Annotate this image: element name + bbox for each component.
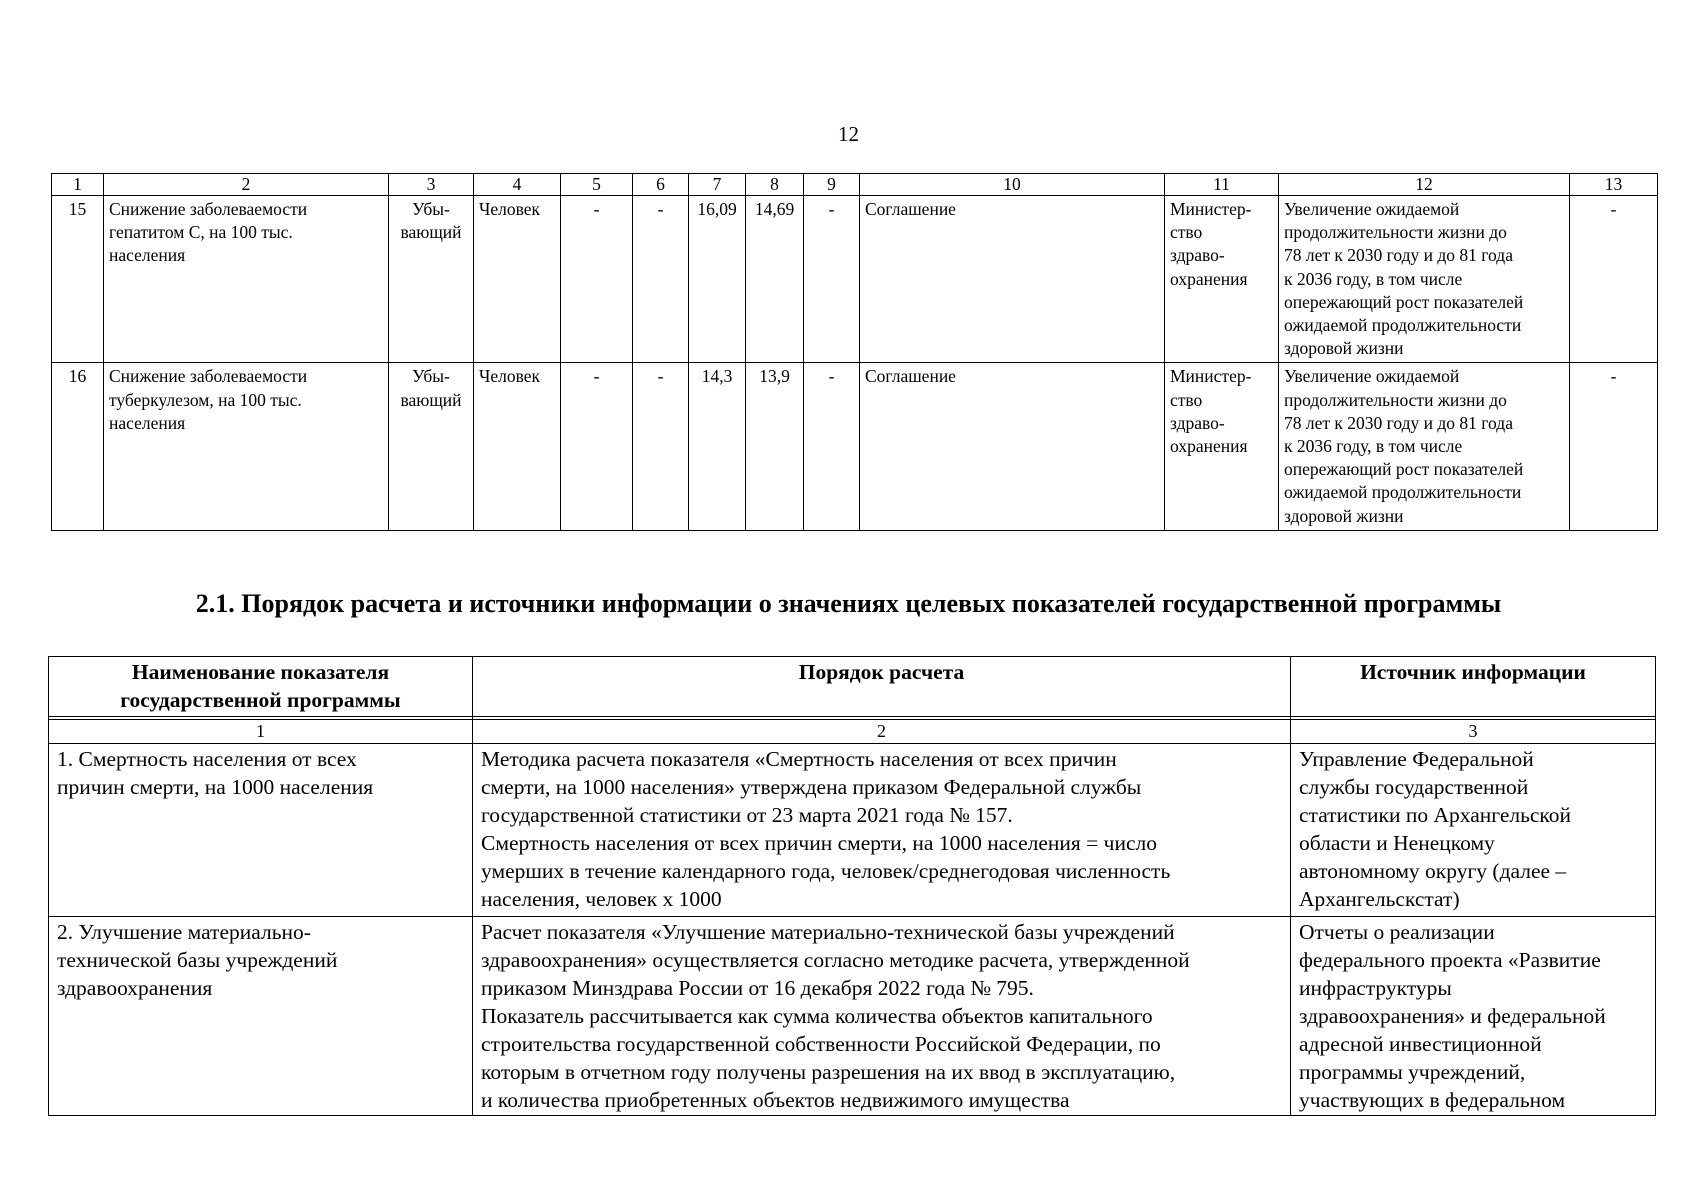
responsible-body: Министер- ство здраво- охранения — [1165, 196, 1279, 363]
value-cell: - — [804, 196, 860, 363]
calculation-method: Расчет показателя «Улучшение материально-технической базы учреждений здравоохранения» осуществляется согласно методике расчета, утвержденной приказом Минздрава России от 16 декабря 2022 года № 795. Показатель рассчитывается как сумма количества объектов капитального строительства государственной собственности Российской Федерации, по которым в отчетном году получены разрешения на их ввод в эксплуатацию, и количества приобретенных объектов недвижимого имущества — [473, 917, 1291, 1116]
column-number: 1 — [49, 720, 473, 744]
table-row — [49, 917, 1656, 1116]
value-cell: 14,3 — [689, 363, 746, 530]
calculation-method-table — [48, 656, 1656, 1116]
value-cell: - — [633, 363, 689, 530]
page-number: 12 — [838, 122, 859, 146]
column-number-row — [52, 174, 1658, 196]
value-cell: 14,69 — [746, 196, 804, 363]
value-cell: 13,9 — [746, 363, 804, 530]
value-cell: - — [561, 196, 633, 363]
indicator-trend: Убы- вающий — [389, 196, 474, 363]
indicator-name: Снижение заболеваемости гепатитом С, на 100 тыс. населения — [104, 196, 389, 363]
column-number: 9 — [804, 174, 860, 196]
column-header-information-source: Источник информации — [1291, 657, 1656, 717]
indicator-trend: Убы- вающий — [389, 363, 474, 530]
column-number: 3 — [1291, 720, 1656, 744]
column-number: 4 — [474, 174, 561, 196]
column-number: 1 — [52, 174, 104, 196]
basis-document: Соглашение — [860, 196, 1165, 363]
indicator-name: 2. Улучшение материально- технической базы учреждений здравоохранения — [49, 917, 473, 1116]
information-source: Управление Федеральной службы государственной статистики по Архангельской области и Ненецкому автономному округу (далее – Архангельскстат) — [1291, 744, 1656, 917]
indicator-name: 1. Смертность населения от всех причин смерти, на 1000 населения — [49, 744, 473, 917]
column-number: 5 — [561, 174, 633, 196]
value-cell: 16,09 — [689, 196, 746, 363]
column-number: 11 — [1165, 174, 1279, 196]
column-header-indicator-name: Наименование показателя государственной программы — [49, 657, 473, 717]
row-number: 16 — [52, 363, 104, 530]
column-number: 7 — [689, 174, 746, 196]
column-number: 12 — [1279, 174, 1570, 196]
column-number-row — [49, 720, 1656, 744]
column-number: 10 — [860, 174, 1165, 196]
indicators-table — [51, 173, 1658, 531]
column-number: 2 — [104, 174, 389, 196]
value-cell: - — [561, 363, 633, 530]
value-cell: - — [804, 363, 860, 530]
value-cell: - — [1570, 363, 1658, 530]
responsible-body: Министер- ство здраво- охранения — [1165, 363, 1279, 530]
national-goal: Увеличение ожидаемой продолжительности жизни до 78 лет к 2030 году и до 81 года к 2036 году, в том числе опережающий рост показателей ожидаемой продолжительности здоровой жизни — [1279, 363, 1570, 530]
unit-of-measure: Человек — [474, 196, 561, 363]
column-number: 3 — [389, 174, 474, 196]
table-row — [52, 196, 1658, 363]
table-header-row — [49, 657, 1656, 717]
value-cell: - — [1570, 196, 1658, 363]
basis-document: Соглашение — [860, 363, 1165, 530]
table-row — [49, 744, 1656, 917]
information-source: Отчеты о реализации федерального проекта «Развитие инфраструктуры здравоохранения» и федеральной адресной инвестиционной программы учреждений, участвующих в федеральном — [1291, 917, 1656, 1116]
column-number: 6 — [633, 174, 689, 196]
value-cell: - — [633, 196, 689, 363]
section-heading: 2.1. Порядок расчета и источники информации о значениях целевых показателей государственной программы — [195, 589, 1502, 618]
unit-of-measure: Человек — [474, 363, 561, 530]
table-row — [52, 363, 1658, 530]
calculation-method: Методика расчета показателя «Смертность населения от всех причин смерти, на 1000 населения» утверждена приказом Федеральной службы государственной статистики от 23 марта 2021 года № 157. Смертность населения от всех причин смерти, на 1000 населения = число умерших в течение календарного года, человек/среднегодовая численность населения, человек x 1000 — [473, 744, 1291, 917]
row-number: 15 — [52, 196, 104, 363]
column-header-calculation-method: Порядок расчета — [473, 657, 1291, 717]
column-number: 2 — [473, 720, 1291, 744]
national-goal: Увеличение ожидаемой продолжительности жизни до 78 лет к 2030 году и до 81 года к 2036 году, в том числе опережающий рост показателей ожидаемой продолжительности здоровой жизни — [1279, 196, 1570, 363]
column-number: 13 — [1570, 174, 1658, 196]
indicator-name: Снижение заболеваемости туберкулезом, на 100 тыс. населения — [104, 363, 389, 530]
column-number: 8 — [746, 174, 804, 196]
